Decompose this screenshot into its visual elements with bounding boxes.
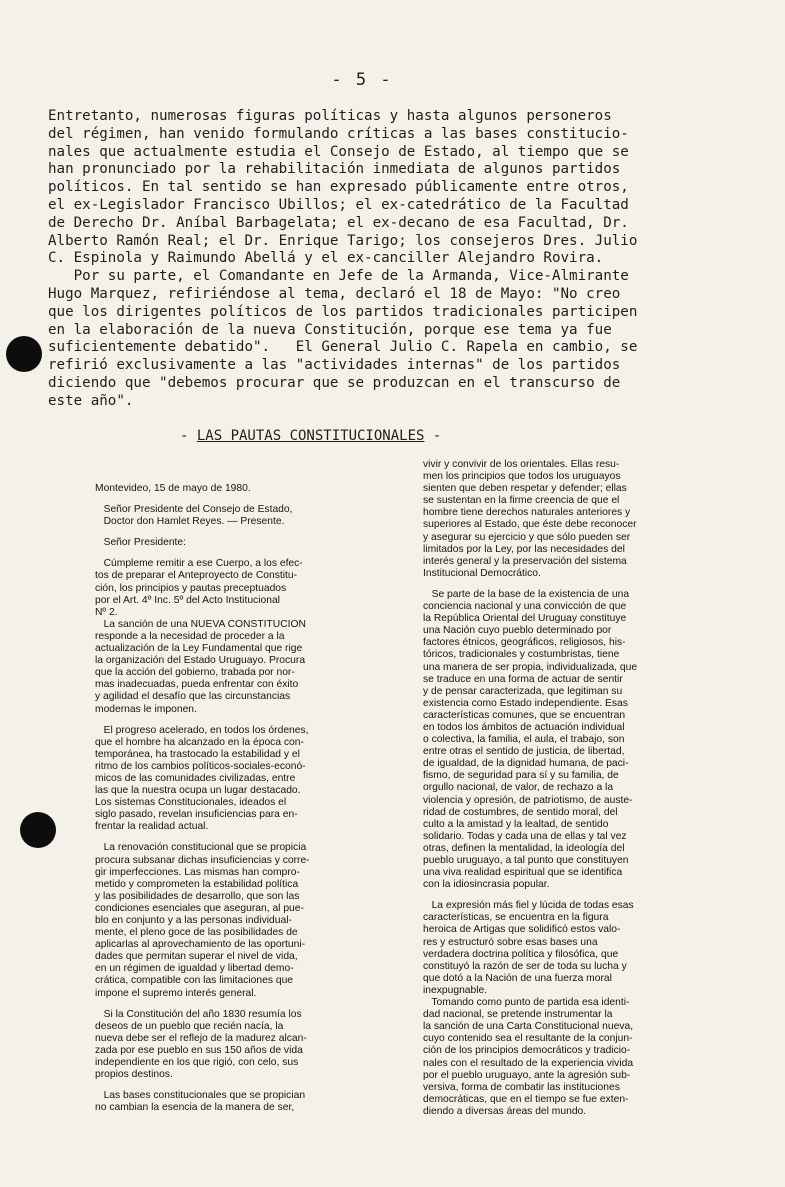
heading-suffix: - bbox=[424, 428, 442, 444]
clipping-line: que dotó a la Nación de una fuerza moral bbox=[423, 972, 612, 984]
clipping-line: heroica de Artigas que solidificó estos valo- bbox=[423, 924, 621, 936]
typed-line: que los dirigentes políticos de los partidos tradicionales participen bbox=[48, 303, 638, 320]
clipping-line: la organización del Estado Uruguayo. Procura bbox=[95, 655, 306, 667]
clipping-line: temporánea, ha trastocado la estabilidad y el bbox=[95, 748, 300, 760]
clipping-line: zada por ese pueblo en sus 150 años de vida bbox=[95, 1044, 303, 1056]
clipping-line: no cambian la esencia de la manera de ser, bbox=[95, 1102, 295, 1114]
clipping-line: verdadera doctrina política y filosófica, que bbox=[423, 948, 619, 960]
paragraph-gap bbox=[95, 716, 371, 725]
typed-line: suficientemente debatido". El General Julio C. Rapela en cambio, se bbox=[48, 339, 638, 356]
clipping-line: por el pueblo uruguayo, ante la agresión sub- bbox=[423, 1069, 631, 1081]
typed-line: Por su parte, el Comandante en Jefe de la Armanda, Vice-Almirante bbox=[48, 268, 629, 285]
typed-line: C. Espinola y Raimundo Abellá y el ex-canciller Alejandro Rovira. bbox=[48, 250, 604, 267]
section-heading bbox=[180, 428, 520, 444]
clipping-line: Tomando como punto de partida esa identi- bbox=[423, 997, 630, 1009]
clipping-line: democráticas, que en el tiempo se fue exten- bbox=[423, 1093, 629, 1105]
typed-line: de Derecho Dr. Aníbal Barbagelata; el ex-decano de esa Facultad, Dr. bbox=[48, 214, 629, 231]
clipping-line: responde a la necesidad de proceder a la bbox=[95, 630, 285, 642]
clipping-line: dades que permitan superar el nivel de vida, bbox=[95, 951, 298, 963]
clipping-right-column bbox=[423, 459, 713, 1118]
clipping-line: que la acción del gobierno, trabada por nor- bbox=[95, 667, 295, 679]
clipping-line: fismo, de seguridad para sí y su familia, de bbox=[423, 770, 619, 782]
clipping-line: condiciones esenciales que aseguran, al pue- bbox=[95, 902, 304, 914]
punch-hole bbox=[20, 812, 56, 848]
clipping-line: siglo pasado, revelan insuficiencias para en- bbox=[95, 809, 298, 821]
clipping-line: micos de las comunidades civilizadas, entre bbox=[95, 772, 296, 784]
typewritten-text bbox=[48, 108, 760, 411]
clipping-line: tos de preparar el Anteproyecto de Constitu- bbox=[95, 570, 298, 582]
clipping-line: vivir y convivir de los orientales. Ellas resu- bbox=[423, 459, 620, 470]
clipping-line: mente, el pleno goce de las posibilidades de bbox=[95, 927, 298, 939]
clipping-line: Nº 2. bbox=[95, 606, 118, 618]
typed-line: del régimen, han venido formulando críticas a las bases constitucio- bbox=[48, 125, 629, 142]
paragraph-gap bbox=[423, 891, 713, 900]
clipping-line: o colectiva, la familia, el aula, el trabajo, son bbox=[423, 734, 625, 746]
clipping-line: una manera de ser propia, individualizada, que bbox=[423, 661, 638, 673]
clipping-line: Si la Constitución del año 1830 resumía los bbox=[95, 1008, 302, 1020]
typed-line: el ex-Legislador Francisco Ubillos; el ex-catedrático de la Facultad bbox=[48, 196, 629, 213]
paragraph-gap bbox=[95, 1081, 371, 1090]
clipping-line: La expresión más fiel y lúcida de todas esas bbox=[423, 900, 634, 912]
clipping-line: orgullo nacional, de valor, de rechazo a la bbox=[423, 782, 614, 794]
clipping-line: sienten que deben respetar y defender; ellas bbox=[423, 483, 627, 495]
clipping-line: nueva debe ser el reflejo de la madurez alcan- bbox=[95, 1032, 307, 1044]
clipping-line: gir imperfecciones. Las mismas han compro- bbox=[95, 866, 300, 878]
clipping-line: la sanción de una Carta Constitucional nueva, bbox=[423, 1021, 634, 1033]
paragraph-gap bbox=[95, 833, 371, 842]
clipping-line: de igualdad, de la dignidad humana, de paci- bbox=[423, 758, 629, 770]
clipping-line: hombre tiene derechos naturales anteriores y bbox=[423, 507, 631, 519]
clipping-line: violencia y opresión, de patriotismo, de auste- bbox=[423, 794, 633, 806]
clipping-line: metido y comprometen la estabilidad política bbox=[95, 878, 299, 890]
clipping-line: Los sistemas Constitucionales, ideados el bbox=[95, 797, 287, 809]
clipping-line: Institucional Democrático. bbox=[423, 567, 541, 579]
clipping-line: y asegurar su ejercicio y que sólo pueden ser bbox=[423, 531, 631, 543]
clipping-line: en todos los ámbitos de actuación individual bbox=[423, 721, 625, 733]
clipping-line: deseos de un pueblo que recién nacía, la bbox=[95, 1020, 284, 1032]
paragraph-gap bbox=[95, 1000, 371, 1009]
clipping-line: en un régimen de igualdad y libertad demo- bbox=[95, 963, 294, 975]
typed-line: este año". bbox=[48, 392, 134, 409]
clipping-line: Montevideo, 15 de mayo de 1980. bbox=[95, 483, 251, 494]
paragraph-gap bbox=[95, 528, 371, 537]
clipping-line: Se parte de la base de la existencia de una bbox=[423, 588, 630, 600]
typed-line: Entretanto, numerosas figuras políticas y hasta algunos personeros bbox=[48, 108, 612, 124]
clipping-line: El progreso acelerado, en todos los órdenes, bbox=[95, 724, 309, 736]
clipping-line: factores étnicos, geográficos, religiosos, his- bbox=[423, 637, 626, 649]
clipping-line: cuyo contenido sea el resultante de la conjun- bbox=[423, 1033, 633, 1045]
clipping-line: la República Oriental del Uruguay constituye bbox=[423, 613, 627, 625]
clipping-line: La renovación constitucional que se propicia bbox=[95, 842, 307, 854]
clipping-line: diendo a diversas áreas del mundo. bbox=[423, 1105, 587, 1117]
clipping-line: interés general y la preservación del sistema bbox=[423, 555, 627, 567]
typed-line: nales que actualmente estudia el Consejo de Estado, al tiempo que se bbox=[48, 143, 629, 160]
clipping-line: frentar la realidad actual. bbox=[95, 821, 209, 833]
clipping-line: y agilidad el desafío que las circunstancias bbox=[95, 691, 291, 703]
typed-line: Alberto Ramón Real; el Dr. Enrique Tarigo; los consejeros Dres. Julio bbox=[48, 232, 638, 249]
clipping-line: las que la nuestra ocupa un lugar destacado. bbox=[95, 785, 301, 797]
clipping-line: ridad de costumbres, de sentido moral, del bbox=[423, 806, 618, 818]
paragraph-gap bbox=[423, 580, 713, 589]
clipping-line: Señor Presidente: bbox=[95, 537, 187, 549]
clipping-line: impone el supremo interés general. bbox=[95, 987, 257, 999]
clipping-line: con la idiosincrasia popular. bbox=[423, 879, 550, 891]
paragraph-gap bbox=[95, 549, 371, 558]
clipping-line: actualización de la Ley Fundamental que rige bbox=[95, 643, 303, 655]
typed-line: en la elaboración de la nueva Constitución, porque ese tema ya fue bbox=[48, 321, 612, 338]
clipping-line: solidario. Todas y cada una de ellas y tal vez bbox=[423, 830, 627, 842]
typed-line: han pronunciado por la rehabilitación inmediata de algunos partidos bbox=[48, 161, 621, 178]
typed-line: Hugo Marquez, refiriéndose al tema, declaró el 18 de Mayo: "No creo bbox=[48, 285, 621, 302]
clipping-line: aplicarlas al aprovechamiento de las oportuni- bbox=[95, 939, 306, 951]
clipping-line: crática, compatible con las limitaciones que bbox=[95, 975, 294, 987]
clipping-line: una Nación cuyo pueblo determinado por bbox=[423, 625, 612, 637]
clipping-line: y de pensar caracterizada, que legitiman su bbox=[423, 685, 623, 697]
clipping-line: ción de los principios democráticos y tradicio- bbox=[423, 1045, 631, 1057]
clipping-line: por el Art. 4º Inc. 5º del Acto Institucional bbox=[95, 594, 280, 606]
clipping-line: mas inadecuadas, pueda enfrentar con éxito bbox=[95, 679, 299, 691]
clipping-line: constituyó la razón de ser de toda su lucha y bbox=[423, 960, 627, 972]
clipping-line: entre otras el sentido de justicia, de libertad, bbox=[423, 746, 625, 758]
clipping-line: Señor Presidente del Consejo de Estado, bbox=[95, 504, 293, 516]
heading-prefix: - bbox=[180, 428, 197, 444]
clipping-line: que el hombre ha alcanzado en la época con- bbox=[95, 736, 304, 748]
punch-hole bbox=[6, 336, 42, 372]
clipping-line: Cúmpleme remitir a ese Cuerpo, a los efec- bbox=[95, 558, 303, 570]
clipping-line: modernas le imponen. bbox=[95, 703, 197, 715]
clipping-line: culto a la amistad y la lealtad, de sentido bbox=[423, 818, 609, 830]
typed-line: diciendo que "debemos procurar que se produzcan en el transcurso de bbox=[48, 374, 621, 391]
page-number: - 5 - bbox=[331, 70, 393, 90]
clipping-left-column bbox=[95, 483, 371, 1114]
clipping-line: res y estructuró sobre esas bases una bbox=[423, 936, 598, 948]
clipping-line: propios destinos. bbox=[95, 1069, 173, 1081]
clipping-line: y las posibilidades de desarrollo, que son las bbox=[95, 890, 300, 902]
clipping-line: características, se encuentra en la figura bbox=[423, 912, 609, 924]
clipping-line: se sustentan en la firme creencia de que el bbox=[423, 495, 620, 507]
clipping-line: se traduce en una forma de actuar de sentir bbox=[423, 673, 623, 685]
clipping-line: inexpugnable. bbox=[423, 984, 488, 996]
paragraph-gap bbox=[95, 495, 371, 504]
clipping-line: superiores al Estado, que éste debe reconocer bbox=[423, 519, 637, 531]
clipping-line: otras, definen la mentalidad, la ideología del bbox=[423, 842, 625, 854]
typed-line: políticos. En tal sentido se han expresado públicamente entre otros, bbox=[48, 179, 629, 196]
clipping-line: pueblo uruguayo, a tal punto que constituyen bbox=[423, 855, 629, 866]
clipping-line: una viva realidad espiritual que se identifica bbox=[423, 867, 623, 879]
clipping-line: men los principios que todos los uruguayos bbox=[423, 471, 621, 483]
clipping-line: procura subsanar dichas insuficiencias y corre- bbox=[95, 854, 310, 866]
clipping-line: dad nacional, se pretende instrumentar la bbox=[423, 1009, 613, 1021]
clipping-line: características comunes, que se encuentran bbox=[423, 709, 626, 721]
clipping-line: blo en conjunto y a las personas individual- bbox=[95, 915, 292, 926]
clipping-line: tóricos, tradicionales y costumbristas, tiene bbox=[423, 649, 620, 661]
clipping-line: conciencia nacional y una convicción de que bbox=[423, 601, 627, 613]
clipping-line: ción, los principios y pautas preceptuados bbox=[95, 582, 287, 594]
clipping-line: Las bases constitucionales que se propician bbox=[95, 1090, 306, 1102]
clipping-line: ritmo de los cambios políticos-sociales-econó- bbox=[95, 760, 306, 772]
clipping-line: La sanción de una NUEVA CONSTITUCION bbox=[95, 618, 306, 630]
typed-line: refirió exclusivamente a las "actividades internas" de los partidos bbox=[48, 357, 621, 374]
clipping-line: nales con el resultado de la experiencia vivida bbox=[423, 1057, 634, 1069]
heading-title: LAS PAUTAS CONSTITUCIONALES bbox=[196, 428, 425, 444]
clipping-line: independiente en los que rigió, con celo, sus bbox=[95, 1057, 299, 1069]
clipping-line: existencia como Estado independiente. Esas bbox=[423, 697, 628, 709]
clipping-line: limitados por la Ley, por las necesidades del bbox=[423, 543, 625, 555]
clipping-line: Doctor don Hamlet Reyes. — Presente. bbox=[95, 516, 285, 528]
clipping-line: versiva, forma de combatir las instituciones bbox=[423, 1081, 620, 1093]
